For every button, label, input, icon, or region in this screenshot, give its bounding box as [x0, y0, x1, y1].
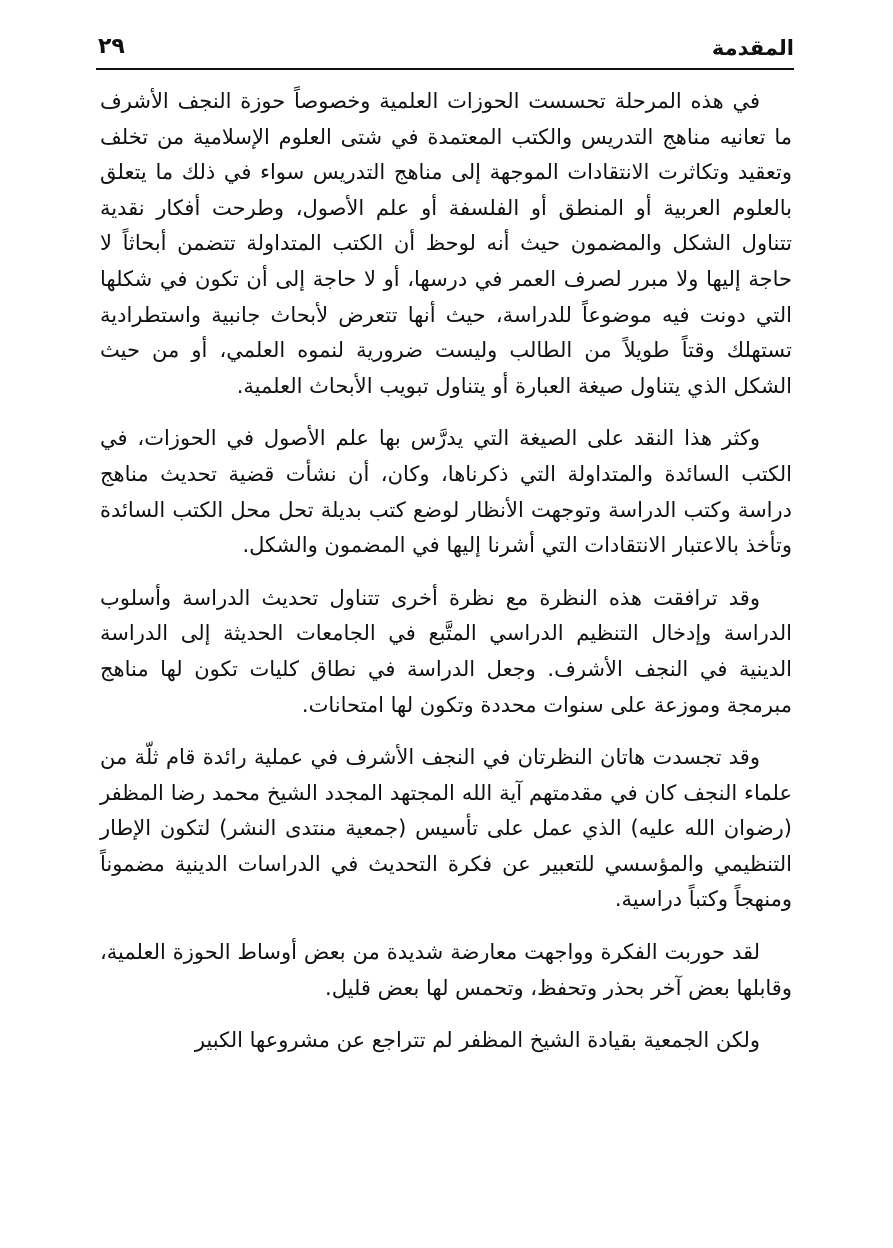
paragraph-5: لقد حوربت الفكرة وواجهت معارضة شديدة من بعض أوساط الحوزة العلمية، وقابلها بعض آخر بحذر وتحفظ، وتحمس لها بعض قليل. — [100, 940, 792, 1000]
paragraph-2: وكثر هذا النقد على الصيغة التي يدرَّس بها علم الأصول في الحوزات، في الكتب السائدة والمتداولة التي ذكرناها، وكان، أن نشأت قضية تحديث مناهج دراسة وكتب الدراسة وتوجهت الأنظار لوضع كتب بديلة تحل محل الكتب السائدة وتأخذ بالاعتبار الانتقادات التي أشرنا إليها في المضمون والشكل. — [100, 426, 792, 558]
body-text — [100, 84, 792, 1059]
paragraph-4: وقد تجسدت هاتان النظرتان في النجف الأشرف في عملية رائدة قام ثلّة من علماء النجف كان في مقدمتهم آية الله المجتهد المجدد الشيخ محمد رضا المظفر (رضوان الله عليه) الذي عمل على تأسيس (جمعية منتدى النشر) لتكون الإطار التنظيمي والمؤسسي للتعبير عن فكرة التحديث في الدراسات الدينية مضموناً ومنهجاً وكتباً دراسية. — [100, 745, 792, 912]
paragraph-1: في هذه المرحلة تحسست الحوزات العلمية وخصوصاً حوزة النجف الأشرف ما تعانيه مناهج التدريس والكتب المعتمدة في شتى العلوم الإسلامية من تخلف وتعقيد وتكاثرت الانتقادات الموجهة إلى مناهج التدريس سواء في ذلك ما يتعلق بالعلوم العربية أو المنطق أو الفلسفة أو علم الأصول، وطرحت أفكار نقدية تتناول الشكل والمضمون حيث أنه لوحظ أن الكتب المتداولة تتضمن أبحاثاً لا حاجة إليها ولا مبرر لصرف العمر في درسها، أو لا حاجة إلى أن تكون في شكلها التي دونت فيه موضوعاً للدراسة، حيث أنها تتعرض لأبحاث جانبية واستطرادية تستهلك وقتاً طويلاً من الطالب وليست ضرورية لنموه العلمي، أو من حيث الشكل الذي يتناول صيغة العبارة أو يتناول تبويب الأبحاث العلمية. — [100, 89, 792, 398]
running-header — [96, 34, 794, 68]
paragraph-3: وقد ترافقت هذه النظرة مع نظرة أخرى تتناول تحديث الدراسة وأسلوب الدراسة وإدخال التنظيم الدراسي المتَّبع في الجامعات الحديثة إلى الدراسة الدينية في النجف الأشرف. وجعل الدراسة في نطاق كليات تكون لها مناهج مبرمجة وموزعة على سنوات محددة وتكون لها امتحانات. — [100, 585, 792, 717]
page-number: ٢٩ — [98, 34, 125, 59]
chapter-title: المقدمة — [711, 36, 794, 60]
paragraph-6: ولكن الجمعية بقيادة الشيخ المظفر لم تتراجع عن مشروعها الكبير — [194, 1028, 760, 1053]
header-divider — [96, 68, 794, 70]
